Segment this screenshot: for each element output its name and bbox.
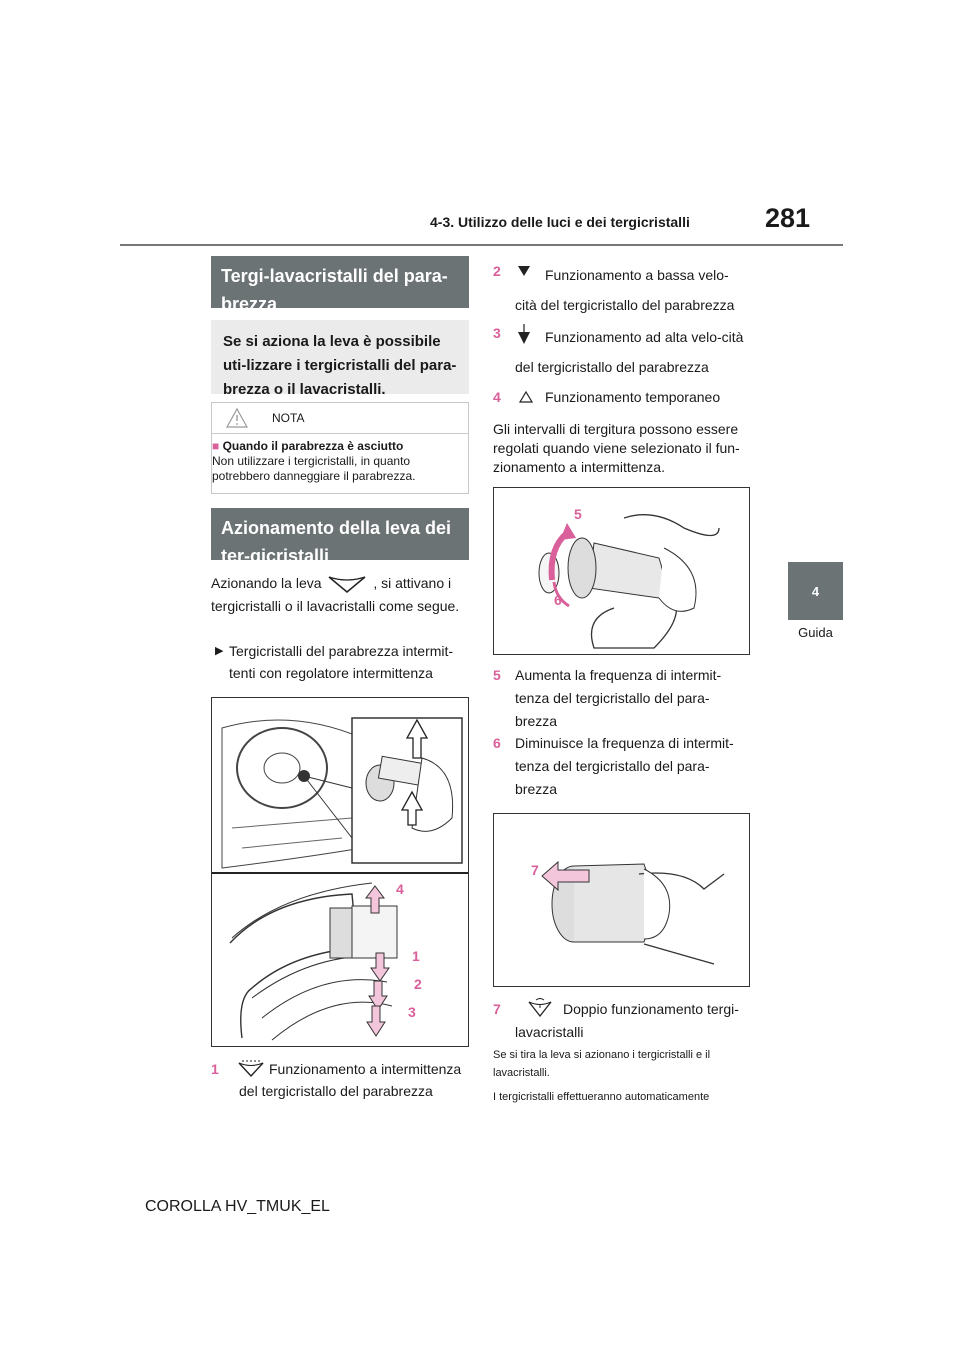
item-1 — [211, 1058, 469, 1102]
section-title-lever-operation: Azionamento della leva dei ter-gicristalli — [211, 508, 469, 560]
bullet-item — [211, 640, 469, 684]
header-divider — [120, 244, 843, 246]
intermittent-wiper-icon — [237, 1060, 265, 1078]
section-title-wiper-washer: Tergi-lavacristalli del para-brezza — [211, 256, 469, 308]
callout-2: 2 — [414, 976, 422, 992]
lever-paragraph-end: , si attivano i tergicristalli o il lavacristalli come segue. — [211, 575, 460, 615]
chapter-label: Guida — [798, 625, 833, 640]
running-header: 4-3. Utilizzo delle luci e dei tergicristalli — [430, 214, 690, 230]
note-automatic: I tergicristalli effettueranno automaticamente — [493, 1091, 710, 1103]
item-6-number: 6 — [493, 735, 501, 751]
callout-6: 6 — [554, 592, 562, 608]
callout-5: 5 — [574, 506, 582, 522]
low-speed-icon — [517, 264, 531, 278]
item-5-number: 5 — [493, 667, 501, 683]
item-2-number: 2 — [493, 263, 501, 279]
callout-3: 3 — [408, 1004, 416, 1020]
lever-illustration — [212, 698, 468, 1046]
square-bullet-icon: ■ — [212, 439, 220, 453]
chapter-tab: 4 — [788, 562, 843, 620]
item-4-text: Funzionamento temporaneo — [545, 389, 721, 405]
high-speed-icon — [517, 324, 531, 346]
nota-header — [212, 403, 468, 434]
nota-text: Non utilizzare i tergicristalli, in quanto potrebbero danneggiare il parabrezza. — [212, 454, 416, 483]
pull-lever-diagram — [493, 813, 750, 987]
page-number: 281 — [765, 203, 811, 233]
intervals-paragraph: Gli intervalli di tergitura possono essere regolati quando viene selezionato il fun-zionamento a intermittenza. — [493, 421, 740, 475]
triangle-bullet-icon: ▶ — [215, 645, 224, 657]
item-6-text: Diminuisce la frequenza di intermit-tenza del tergicristallo del para-brezza — [515, 735, 734, 797]
item-6 — [493, 732, 750, 801]
callout-7: 7 — [531, 862, 539, 878]
lever-paragraph-start: Azionando la leva — [211, 575, 322, 591]
footer-model: COROLLA HV_TMUK_EL — [145, 1198, 330, 1215]
item-2 — [493, 260, 748, 320]
nota-box — [211, 402, 469, 494]
item-7 — [493, 998, 750, 1044]
item-4 — [493, 386, 748, 408]
item-3-text: Funzionamento ad alta velo-cità del tergicristallo del parabrezza — [515, 329, 744, 375]
warning-icon — [226, 408, 248, 428]
note-pull-lever: Se si tira la leva si azionano i tergicristalli e il lavacristalli. — [493, 1049, 711, 1079]
item-5-text: Aumenta la frequenza di intermit-tenza del tergicristallo del para-brezza — [515, 667, 722, 729]
bullet-text: Tergicristalli del parabrezza intermit-tenti con regolatore intermittenza — [229, 643, 454, 681]
item-4-number: 4 — [493, 389, 501, 405]
item-5 — [493, 664, 750, 733]
callout-1: 1 — [412, 948, 420, 964]
item-3-number: 3 — [493, 325, 501, 341]
intro-box: Se si aziona la leva è possibile uti-lizzare i tergicristalli del para-brezza o il lavacristalli. — [211, 320, 469, 394]
intermittency-dial-diagram — [493, 487, 750, 655]
item-7-number: 7 — [493, 1001, 501, 1017]
pull-illustration — [494, 814, 749, 986]
dial-illustration — [494, 488, 749, 654]
item-2-text: Funzionamento a bassa velo-cità del tergicristallo del parabrezza — [515, 267, 735, 313]
nota-heading: Quando il parabrezza è asciutto — [222, 439, 404, 453]
callout-4: 4 — [396, 881, 404, 897]
item-3 — [493, 322, 748, 382]
wiper-lever-icon — [325, 573, 369, 595]
lever-diagram — [211, 697, 469, 1047]
mist-icon — [519, 391, 533, 403]
item-7-text: Doppio funzionamento tergi-lavacristalli — [515, 1001, 739, 1040]
item-1-number: 1 — [211, 1061, 219, 1077]
nota-label: NOTA — [272, 411, 305, 425]
lever-paragraph — [211, 572, 469, 617]
nota-heading-row — [212, 438, 468, 454]
item-1-text: Funzionamento a intermittenza del tergicristallo del parabrezza — [239, 1061, 462, 1099]
washer-icon — [527, 998, 553, 1018]
